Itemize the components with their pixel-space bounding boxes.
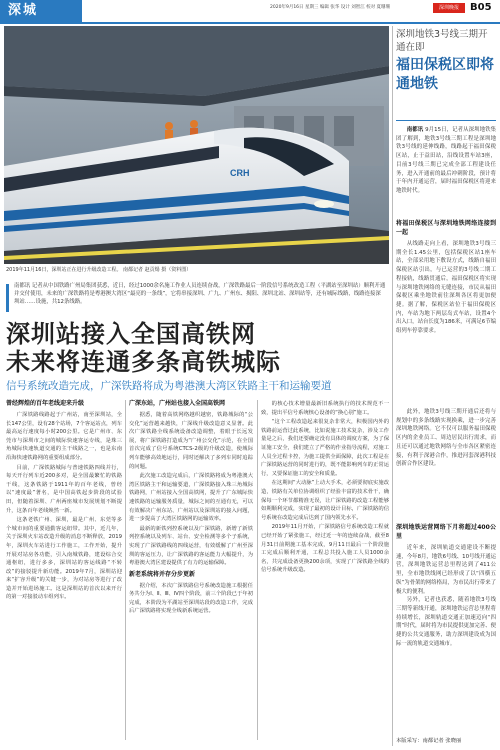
photo-caption: 2019年11月16日，深圳站正在进行升级改造工程。 南都记者 赵贡煬 摄（资料图）: [6, 267, 192, 273]
article-column-2: [129, 400, 253, 617]
headline-line-1: 深圳站接入全国高铁网: [6, 320, 256, 348]
sidebar-subheading-2: 深圳地铁运营网络下月将超过400公里: [396, 524, 496, 540]
column-1-para: 目前，广深铁路城际与普速铁路四线并行，每天开行列车近200多对，是全国最繁忙的铁路干线，这条铁路于1911年的百年老线，曾经以“速度最”著名，是中国高铁起步阶段的试验田，但随着深圳、广州两座城市发展规划不断提升，这条百年老线焕然一新。: [6, 464, 122, 514]
column-1-para: 广深铁路线路起于广州站，南至深圳站，全长147公里，设有28个站场，7个客运站点，列车最高运行速度每小时200公里。它是广州市、东莞市与深圳市之间的城际快速客运专线，是珠三角城际快速轨道交通的主干线路之一，也是东南沿海快速铁路网的重要组成部分。: [6, 412, 122, 461]
train-photo: [4, 26, 389, 264]
paper-badge: 深圳晚报: [433, 3, 465, 13]
sidebar-section-1: [396, 218, 496, 336]
sidebar-divider: [392, 26, 393, 746]
column-3-para: 在这期间“大动脉”上动大手术，必须要彻底实施改造，铁路有关单位协调组织了经验丰富的技术骨干，确保每一个环节都精准无误，让广深铁路的改造工程能够如期顺利完成，实现了最初的设计目标，广深铁路的信号系统在改造完成后达到了国内领先水平。: [261, 480, 389, 521]
sidebar-byline: 南都讯: [406, 127, 424, 133]
sidebar-headline: 福田保税区即将通地铁: [396, 57, 494, 92]
headline-subtitle: 信号系统改造完成，广深铁路将成为粤港澳大湾区铁路主干和运输要道: [6, 380, 332, 392]
sidebar-para: 另外，记者也获悉，随着地铁3号线三期等新线开通，深圳地铁运营总里程将持续增长，深圳轨道交通正加速迈向“四期”时代，届时将为市民提供更加完善、便捷的公共交通服务，助力深圳建设成为国际一流的轨道交通城市。: [396, 597, 496, 647]
sidebar-intro-text: 9月15日，记者从深圳地铁集团了解到，地铁3号线三期工程是深圳地铁3号线的延伸线路，线路起于福田保税区站，止于益田站，沿线设置车站3座，目前3号线三期已完成全部工程建设任务，进入开通前的最后冲刺阶段，预计将于年内开通运营，届时福田保税区将迎来地铁时代。: [396, 127, 496, 194]
sidebar-intro: [396, 126, 496, 196]
sidebar-section-2: [396, 408, 496, 469]
column-1-para: 这条老铁广州、深圳，最是广州、东莞等多个城市间的重要通勤客运纽带。其中，近几年，关于深圳火车站改造升级的消息不断释放，2019年，深圳火车站进行工作施工，工作开始，提升开展对站房各功能，引入南城铁路，建设综合交通枢纽，进行多多，深圳站的客运线路“不转改”的接驳提升新功能。2019年7月，深圳站迎来“扩容升级”的关键一步，为对站房等进行了改造并开始进场施工。这是深圳站的首次以来开行的第一对接驳动车组列车。: [6, 517, 122, 601]
sidebar-rule: [396, 120, 496, 121]
sidebar-credit: 本版采写：南都记者 张晓丽: [396, 738, 462, 744]
column-1-heading: 曾经辉煌的百年老线迎来升级: [6, 400, 85, 407]
article-column-1: [6, 400, 122, 603]
column-2-heading: 广深东站，广州站也接入全国高铁网: [129, 400, 226, 407]
crh-mark: CRH: [230, 168, 250, 178]
lead-paragraph: 南都讯 记者从中国铁路广州局集团获悉，近日，经过1000余名施工作业人员连续奋战，广深铁路最后一阶段信号系统改造工程（平湖站至深圳站）顺利开通并交付使用，未来的广深铁路将是粤港澳大湾区“最亮的一条线”，它将串接深圳、广九、广州东、揭阳、深圳北站、深圳站等，还有城际线路，线路连接深圳站……设施，共12条线路。: [14, 283, 386, 305]
page-header: [0, 0, 500, 22]
section-label: 深城: [0, 0, 82, 22]
page-number: B05: [470, 2, 492, 13]
column-2-para: 据悉，随着高铁网络越织越密，铁路城际的“公交化”运营越来越快，广深线升级改造意义显著。此次广深铁路全线系统设备改造调整，着眼于长远发展，将广深铁路打造成为“广州公交化”示范，在全国首次完成了信号系统CTCS-2级的升级改造，使城际列车能够高效地运行，同时还解决了多列车同时追踪的问题。: [129, 412, 253, 470]
sidebar-para: 近年来，深圳轨道交通建设不断提速，今年8月，地铁6号线、10号线开通运营，深圳地铁运营总里程达到了411公里，全市地铁线网已经形成了以“四横五纵”为骨架的网络格局，为市民出行带来了极大的便利。: [396, 545, 496, 595]
headline: [6, 320, 388, 376]
column-divider: [257, 400, 258, 740]
sidebar-kicker: 深圳地铁3号线三期开通在即: [396, 29, 488, 53]
sidebar-subheading-1: 将福田保税区与深圳地铁网络连接到一起: [396, 220, 496, 236]
header-rule: [0, 22, 500, 24]
column-3-para: “这个工程改造起来很复杂非常大，积极国内外的铁路前运营过此系统，比如说施工技术复杂，涉及工作量是之后，我们还要确定没有具体的调度方案，为了保证施工安全，我们建立了严格的作业指导流程，对施工人员全过程卡控，为施工提供全面保障，此次工程是在广深铁路运营的同时进行的，既不能影响列车的正常运行，又要保证施工的安全和质量。: [261, 419, 389, 477]
sidebar-para: 从线路走向上看，深圳地铁3号线三期全长1.45公里，包括保税区站1座车站，全部采用地下敷设方式，线路自福田保税区站引出，与已运营的3号线二期工程接轨，线路贯通后，福田保税区将实现与深圳地铁网络的无缝连接，市民从福田保税区乘坐地铁前往深圳各区将更加便捷。据了解，保税区站位于福田保税区内，车站为地下两层岛式车站，设置4个出入口，站台长度为186米，可满足6节编组列车停靠要求。: [396, 241, 496, 335]
lead-accent-bar: [6, 284, 9, 312]
column-3-para: 2019年11月开始，广深铁路信号系统改造工程就已经开始了紧张施工，经过近一年的连续奋战，截至8月31日前期施工基本完成，9月11日最后一个阶段施工完成后顺利开通，工程总共投入施工人员1000余名，共完成设备更换200余项，实现了广深铁路全线的信号系统升级改造。: [261, 524, 389, 574]
sidebar-para: 此外，地铁3号线三期开通后还将与规划中的多条线路实现换乘，进一步完善深圳地铁网络。它不仅可以服务福田保税区内的企业员工、周边居民出行需求，而且还可以通过地铁网络与全市各区紧密连接，有利于深港合作，推进河套深港科技创新合作区建设。: [396, 409, 496, 468]
column-2-para: 最新的新铁列控系统以及广深铁路，新增了新铁列控系统以及列车、站台、安全检测等多个子系统，实现了广深铁路线的四线运营，有效缓解了广州至深圳的客运压力，让广深铁路的客运能力大幅提升，为粤港澳大湾区建设提供了有力的运输保障。: [129, 525, 253, 567]
article-column-3: [261, 400, 389, 576]
column-2-para: 据介绍，本次广深铁路信号系统改造施工根据任务共分为Ⅰ、Ⅱ、Ⅲ、Ⅳ四个阶段，前三个阶段已于年初完成，本阶段为平湖站至深圳站段的改造工作，完成后广深铁路将实现全线新系统运营。: [129, 582, 253, 615]
headline-line-2: 未来将连通多条高铁城际: [6, 348, 281, 376]
train-illustration: [4, 26, 389, 264]
sidebar-section-3: [396, 522, 496, 648]
column-2-subheading: 新老系统将并存分步更新: [129, 570, 196, 578]
lead-box: [6, 282, 388, 316]
issue-meta: 2020年9月16日 星期三 编辑 张华 设计 刘智江 校对 夏珊珊: [270, 5, 391, 10]
column-3-para: 的核心技术增量最新旧系统执行的技术规范不一致，提出平信号系统核心设备的“换心别”施工。: [261, 401, 389, 416]
column-divider: [125, 400, 126, 740]
column-2-para: 此次施工改造完成后，广深铁路将成为粤港澳大湾区铁路主干和运输要道，广深铁路接入珠三角城际铁路网，广州站接入全国高铁网，提升了广东城际快速铁路的运输服务质量，城际之间的互通有无，可以有效解决广州东站、广州站以及深圳站的接入问题，进一步提高了大湾区铁路网的运输效率。: [129, 473, 253, 523]
